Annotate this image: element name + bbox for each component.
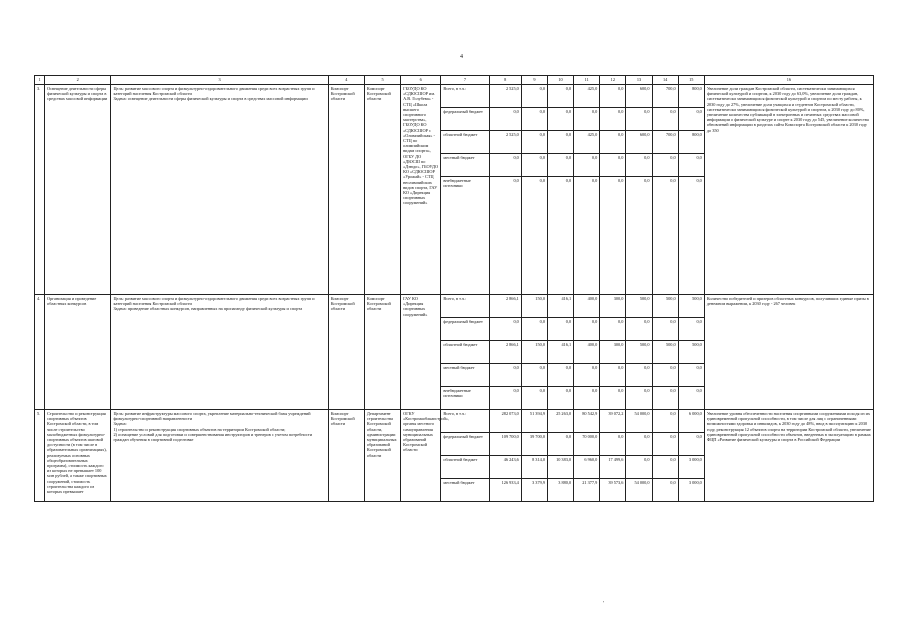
expected-result: Количество победителей и призеров областных конкурсов, получивших единые призы в денежном выражении, к 2030 году - 267 человек <box>704 295 873 410</box>
funding-value-column <box>547 295 573 410</box>
funding-value-column <box>547 85 573 295</box>
funding-value: 0,0 <box>626 432 651 455</box>
funding-value: 0,0 <box>653 363 678 386</box>
funding-value: 0,0 <box>600 153 625 176</box>
funding-value: 0,0 <box>679 363 704 386</box>
measure-number: 4. <box>35 295 45 410</box>
funding-value-column <box>574 410 600 502</box>
funding-value: 0,0 <box>653 432 678 455</box>
participants: ОГКУ «Костромаоблкапстрой», органы местного самоуправления муниципальных образований Костромской области <box>401 410 441 502</box>
column-number: 1 <box>35 76 45 85</box>
funding-value-column <box>600 85 626 295</box>
funding-value: 0,0 <box>548 363 573 386</box>
funding-value-column <box>489 410 521 502</box>
measure-row <box>35 85 874 295</box>
funding-value: 0,0 <box>522 386 547 409</box>
funding-value: 54 000,0 <box>634 411 650 416</box>
measures-body <box>35 85 874 502</box>
co-executor: Комспорт Костромской области <box>364 85 400 295</box>
funding-value: 416,1 <box>561 296 572 301</box>
funding-source: Всего, в т.ч.: <box>443 296 467 301</box>
funding-source: областной бюджет <box>441 130 488 153</box>
funding-value: 8 314,0 <box>522 455 547 478</box>
funding-value: 39 700,0 <box>522 432 547 455</box>
funding-value: 126 933,4 <box>490 478 521 501</box>
funding-source: федеральный бюджет <box>441 317 488 340</box>
responsible-executor: Комспорт Костромской области <box>328 410 364 502</box>
funding-value: 0,0 <box>653 455 678 478</box>
funding-value: 3 000,0 <box>679 455 704 478</box>
funding-value: 0,0 <box>626 107 651 130</box>
measure-number: 5. <box>35 410 45 502</box>
funding-value: 21 377,9 <box>574 478 599 501</box>
funding-value: 600,0 <box>639 86 650 91</box>
column-number-row <box>35 76 874 85</box>
funding-value: 150,0 <box>535 296 545 301</box>
column-number: 16 <box>704 76 873 85</box>
column-number: 8 <box>489 76 521 85</box>
column-number: 15 <box>678 76 704 85</box>
measure-row <box>35 410 874 502</box>
funding-value-column <box>652 410 678 502</box>
funding-value: 0,0 <box>548 107 573 130</box>
funding-value: 150,0 <box>522 340 547 363</box>
funding-value: 0,0 <box>653 153 678 176</box>
funding-value: 51 394,9 <box>529 411 545 416</box>
funding-value: 0,0 <box>548 432 573 455</box>
funding-value: 800,0 <box>679 130 704 153</box>
funding-value: 0,0 <box>600 130 625 153</box>
funding-value: 39 573,6 <box>600 478 625 501</box>
funding-value: 0,0 <box>600 107 625 130</box>
funding-value: 0,0 <box>548 317 573 340</box>
funding-value: 500,0 <box>626 340 651 363</box>
measure-name: Освещение деятельности сферы физической культуры и спорта в средствах массовой информации <box>45 85 111 295</box>
funding-value: 0,0 <box>626 153 651 176</box>
funding-value-column <box>678 295 704 410</box>
funding-source: федеральный бюджет <box>441 107 488 130</box>
funding-value: 2 525,0 <box>490 130 521 153</box>
funding-value: 0,0 <box>600 432 625 455</box>
funding-value: 0,0 <box>600 363 625 386</box>
funding-source: областной бюджет <box>441 455 488 478</box>
funding-value: 0,0 <box>522 176 547 199</box>
funding-value: 0,0 <box>539 86 545 91</box>
funding-sources <box>441 410 489 502</box>
column-number: 5 <box>364 76 400 85</box>
measure-name: Строительство и реконструкция спортивных объектов Костромской области, в том числе строительство малобюджетных физкультурно-спортивных объектов шаговой доступности (в том числе в образовательных организациях), реализуемых основных общеобразовательных программ), стоимость каждого из которых не превышает 100 млн рублей, а также спортивных сооружений, стоимость строительства каждого из которых превышает <box>45 410 111 502</box>
funding-value: 425,0 <box>587 86 598 91</box>
column-number: 10 <box>547 76 573 85</box>
funding-value: 282 073,0 <box>501 411 519 416</box>
funding-value: 300,0 <box>600 340 625 363</box>
funding-value: 400,0 <box>587 296 598 301</box>
funding-value: 0,0 <box>490 107 521 130</box>
funding-value: 500,0 <box>679 340 704 363</box>
funding-value-column <box>521 295 547 410</box>
measure-goal: Цель: развитие инфраструктуры массового спорта, укрепление материально-технической базы учреждений физкультурно-спортивной направленности Задача: 1) строительство и реконструкция спортивных объектов на территории Костромской области; 2) оснащение условий для подготовки и совершенствования инструкторов и тренеров с учетом потребности граждан обучения в спортивной подготовке <box>111 410 328 502</box>
funding-value: 700,0 <box>653 130 678 153</box>
funding-value: 800,0 <box>692 86 702 91</box>
page-number: 4 <box>460 54 463 60</box>
funding-value: 0,0 <box>574 153 599 176</box>
participants: ГБОУДО КО «СДЮСШОР им. А.В. Голубева» - СТЦ «Школа высшего спортивного мастерства», ГБОУДО КО «СДЮСШОР с «Олимпийская» - СТЦ по олимпийским видам спорта», ОГБУ ДО «ДЮСШ по «Дзюдо», ГБОУДО КО «СДЮСШОР «Урожай» - СТЦ неолимпийских видов спорта, ГАУ КО «Дирекция спортивных сооружений» <box>401 85 441 295</box>
funding-value: 0,0 <box>548 386 573 409</box>
funding-value: 600,0 <box>626 130 651 153</box>
funding-value-column <box>600 295 626 410</box>
funding-value: 500,0 <box>666 296 676 301</box>
column-number: 2 <box>45 76 111 85</box>
participants: ГАУ КО «Дирекция спортивных сооружений» <box>401 295 441 410</box>
funding-value-column <box>652 85 678 295</box>
funding-value: 416,1 <box>548 340 573 363</box>
funding-value: 10 383,0 <box>548 455 573 478</box>
funding-value: 3 880,0 <box>548 478 573 501</box>
funding-value: 39 072,2 <box>608 411 624 416</box>
funding-value: 700,0 <box>666 86 676 91</box>
column-number: 13 <box>626 76 652 85</box>
funding-source: местный бюджет <box>441 363 488 386</box>
funding-sources <box>441 85 489 295</box>
funding-value: 2 866,1 <box>505 296 519 301</box>
funding-value: 0,0 <box>679 107 704 130</box>
funding-value: 0,0 <box>574 363 599 386</box>
funding-value: 0,0 <box>490 176 521 199</box>
funding-value: 0,0 <box>626 317 651 340</box>
column-number: 6 <box>401 76 441 85</box>
funding-value: 54 000,0 <box>626 478 651 501</box>
funding-value: 0,0 <box>679 317 704 340</box>
funding-value: 425,0 <box>574 130 599 153</box>
funding-value-column <box>489 85 521 295</box>
funding-value: 0,0 <box>600 317 625 340</box>
funding-value: 500,0 <box>639 296 650 301</box>
funding-value: 0,0 <box>618 86 624 91</box>
funding-value: 0,0 <box>548 153 573 176</box>
funding-value: 0,0 <box>522 130 547 153</box>
responsible-executor: Комспорт Костромской области <box>328 85 364 295</box>
funding-source: внебюджетные источники <box>441 386 488 409</box>
measure-name: Организация и проведение областных конкурсов <box>45 295 111 410</box>
funding-value: 3 000,0 <box>679 478 704 501</box>
funding-source: местный бюджет <box>441 153 488 176</box>
funding-value-column <box>489 295 521 410</box>
funding-value: 0,0 <box>626 363 651 386</box>
footer-mark: ' <box>603 601 605 607</box>
funding-value: 3 379,9 <box>522 478 547 501</box>
funding-value: 400,0 <box>574 340 599 363</box>
measure-goal: Цель: развитие массового спорта и физкультурно-оздоровительного движения среди всех возрастных групп и категорий населения Костромской области Задача: проведение областных конкурсов, направленных на пропаганду физической культуры и спорта <box>111 295 328 410</box>
co-executor: Департамент строительства Костромской области, администрации муниципальных образований Костромской области <box>364 410 400 502</box>
funding-value: 0,0 <box>522 317 547 340</box>
funding-sources <box>441 295 489 410</box>
measure-goal: Цель: развитие массового спорта и физкультурно-оздоровительного движения среди всех возрастных групп и категорий населения Костромской области Задача: освещение деятельности сферы физической культуры и спорта в средствах массовой информации <box>111 85 328 295</box>
funding-value-column <box>626 85 652 295</box>
funding-value: 0,0 <box>490 153 521 176</box>
funding-value: 0,0 <box>670 411 676 416</box>
responsible-executor: Комспорт Костромской области <box>328 295 364 410</box>
funding-value: 0,0 <box>626 386 651 409</box>
funding-value-column <box>521 410 547 502</box>
funding-value-column <box>678 85 704 295</box>
funding-value-column <box>574 85 600 295</box>
measure-number: 3. <box>35 85 45 295</box>
column-number: 12 <box>600 76 626 85</box>
funding-value: 500,0 <box>692 296 702 301</box>
expected-result: Увеличение доли граждан Костромской области, систематически занимающихся физической культурой и спортом, к 2030 году до 63,0%, увеличение доли граждан, систематически занимающихся физической культурой и спортом по месту работы, к 2030 году до 27%, увеличение доли учащихся и студентов Костромской области, систематически занимающихся физической культурой и спортом, к 2030 году до 80%, увеличение количества публикаций в электронных и печатных средствах массовой информации о физической культуре и спорте к 2030 году до 545, увеличение количества обновлений информации в разделах сайта Комспорта Костромской области к 2030 году до 350 <box>704 85 873 295</box>
measure-row <box>35 295 874 410</box>
funding-source: областной бюджет <box>441 340 488 363</box>
expected-result: Увеличение уровня обеспеченности населения спортивными сооружениями исходя из их единовременной пропускной способности, в том числе для лиц с ограниченными возможностями здоровья и инвалидов, к 2030 году до 48%, ввод в эксплуатацию к 2030 году, реконструкция 12 объектов спорта на территории Костромской области, увеличение единовременной пропускной способности объектов, введенных в эксплуатацию в рамках ФЦП «Развитие физической культуры и спорта в Российской Федерации <box>704 410 873 502</box>
funding-value: 500,0 <box>653 340 678 363</box>
funding-value: 0,0 <box>679 153 704 176</box>
funding-value-column <box>574 295 600 410</box>
funding-value: 0,0 <box>600 176 625 199</box>
funding-value: 80 542,9 <box>582 411 598 416</box>
funding-value: 0,0 <box>522 107 547 130</box>
column-number: 9 <box>521 76 547 85</box>
funding-value: 0,0 <box>679 432 704 455</box>
funding-value-column <box>626 295 652 410</box>
funding-value: 300,0 <box>613 296 624 301</box>
column-number: 14 <box>652 76 678 85</box>
column-number: 11 <box>574 76 600 85</box>
funding-value-column <box>521 85 547 295</box>
funding-value: 0,0 <box>653 317 678 340</box>
funding-value-column <box>652 295 678 410</box>
funding-value: 0,0 <box>565 86 572 91</box>
funding-value: 0,0 <box>626 455 651 478</box>
funding-value-column <box>678 410 704 502</box>
funding-value: 17 499,6 <box>600 455 625 478</box>
funding-value: 0,0 <box>574 176 599 199</box>
funding-source: Всего, в т.ч.: <box>443 411 467 416</box>
funding-value: 6 960,0 <box>574 455 599 478</box>
funding-value: 2 525,0 <box>505 86 519 91</box>
funding-value-column <box>547 410 573 502</box>
funding-value: 0,0 <box>679 176 704 199</box>
funding-value: 0,0 <box>653 107 678 130</box>
funding-value: 0,0 <box>679 386 704 409</box>
co-executor: Комспорт Костромской области <box>364 295 400 410</box>
funding-value: 0,0 <box>600 386 625 409</box>
funding-value: 70 000,0 <box>574 432 599 455</box>
funding-value: 0,0 <box>653 478 678 501</box>
funding-value: 0,0 <box>522 363 547 386</box>
funding-value: 0,0 <box>490 386 521 409</box>
funding-source: внебюджетные источники <box>441 176 488 199</box>
funding-value: 0,0 <box>574 107 599 130</box>
funding-value: 0,0 <box>548 176 573 199</box>
funding-value: 2 866,1 <box>490 340 521 363</box>
program-measures-table <box>34 75 874 502</box>
column-number: 4 <box>328 76 364 85</box>
funding-value: 0,0 <box>653 386 678 409</box>
funding-value: 109 700,0 <box>490 432 521 455</box>
funding-value: 0,0 <box>522 153 547 176</box>
funding-value: 6 000,0 <box>688 411 702 416</box>
funding-value: 0,0 <box>548 130 573 153</box>
funding-value: 0,0 <box>574 386 599 409</box>
funding-value: 46 243,6 <box>490 455 521 478</box>
funding-value: 0,0 <box>653 176 678 199</box>
funding-value: 25 263,0 <box>556 411 572 416</box>
funding-value: 0,0 <box>574 317 599 340</box>
column-number: 7 <box>441 76 489 85</box>
funding-source: местный бюджет <box>441 478 488 501</box>
funding-value-column <box>626 410 652 502</box>
funding-value: 0,0 <box>490 363 521 386</box>
funding-source: федеральный бюджет <box>441 432 488 455</box>
funding-source: Всего, в т.ч.: <box>443 86 467 91</box>
column-number: 3 <box>111 76 328 85</box>
funding-value-column <box>600 410 626 502</box>
funding-value: 0,0 <box>490 317 521 340</box>
funding-value: 0,0 <box>626 176 651 199</box>
